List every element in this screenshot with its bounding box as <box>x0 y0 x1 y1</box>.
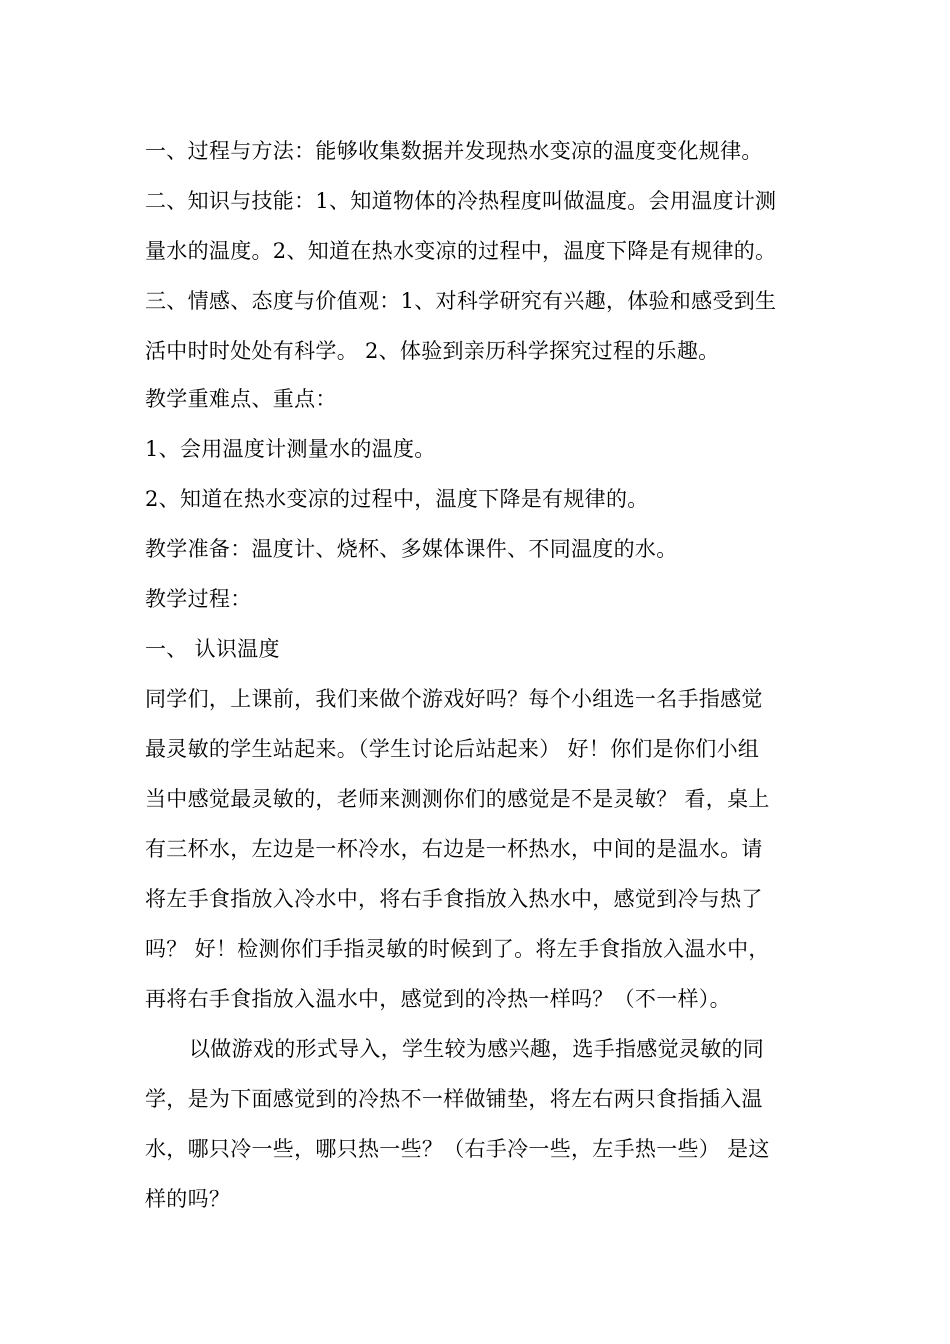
paragraph-1-line-3: 当中感觉最灵敏的，老师来测测你们的感觉是不是灵敏？ 看，桌上 <box>145 787 770 811</box>
paragraph-1-line-2: 最灵敏的学生站起来。（学生讨论后站起来） 好！你们是你们小组 <box>145 737 760 761</box>
objective-attitude-line-2: 活中时时处处有科学。 2、体验到亲历科学探究过程的乐趣。 <box>145 339 720 363</box>
key-point-1: 1、会用温度计测量水的温度。 <box>145 437 436 461</box>
teaching-process-heading: 教学过程： <box>145 587 252 611</box>
paragraph-1-line-7: 再将右手食指放入温水中，感觉到的冷热一样吗？（不一样）。 <box>145 987 731 1011</box>
objective-knowledge-skills-line-2: 量水的温度。2、知道在热水变凉的过程中，温度下降是有规律的。 <box>145 239 777 263</box>
objective-process-method: 一、过程与方法：能够收集数据并发现热水变凉的温度变化规律。 <box>145 139 763 163</box>
objective-knowledge-skills-line-1: 二、知识与技能：1、知道物体的冷热程度叫做温度。会用温度计测 <box>145 189 777 213</box>
paragraph-1-line-1: 同学们，上课前，我们来做个游戏好吗？每个小组选一名手指感觉 <box>145 687 763 711</box>
objective-attitude-line-1: 三、情感、态度与价值观：1、对科学研究有兴趣，体验和感受到生 <box>145 289 777 313</box>
paragraph-2-line-1: 以做游戏的形式导入，学生较为感兴趣，选手指感觉灵敏的同 <box>189 1037 765 1061</box>
section-heading-know-temperature: 一、 认识温度 <box>145 637 280 661</box>
paragraph-1-line-5: 将左手食指放入冷水中，将右手食指放入热水中，感觉到冷与热了 <box>145 887 763 911</box>
paragraph-1-line-6: 吗？ 好！检测你们手指灵敏的时候到了。将左手食指放入温水中， <box>145 937 770 961</box>
paragraph-1-line-4: 有三杯水，左边是一杯冷水，右边是一杯热水，中间的是温水。请 <box>145 837 763 861</box>
key-point-2: 2、知道在热水变凉的过程中，温度下降是有规律的。 <box>145 487 649 511</box>
paragraph-2-line-3: 水，哪只冷一些，哪只热一些？（右手冷一些，左手热一些） 是这 <box>145 1137 770 1161</box>
teaching-preparation: 教学准备：温度计、烧杯、多媒体课件、不同温度的水。 <box>145 537 678 561</box>
paragraph-2-line-2: 学，是为下面感觉到的冷热不一样做铺垫，将左右两只食指插入温 <box>145 1087 763 1111</box>
key-points-heading: 教学重难点、重点： <box>145 387 337 411</box>
paragraph-2-line-4: 样的吗？ <box>145 1187 231 1211</box>
